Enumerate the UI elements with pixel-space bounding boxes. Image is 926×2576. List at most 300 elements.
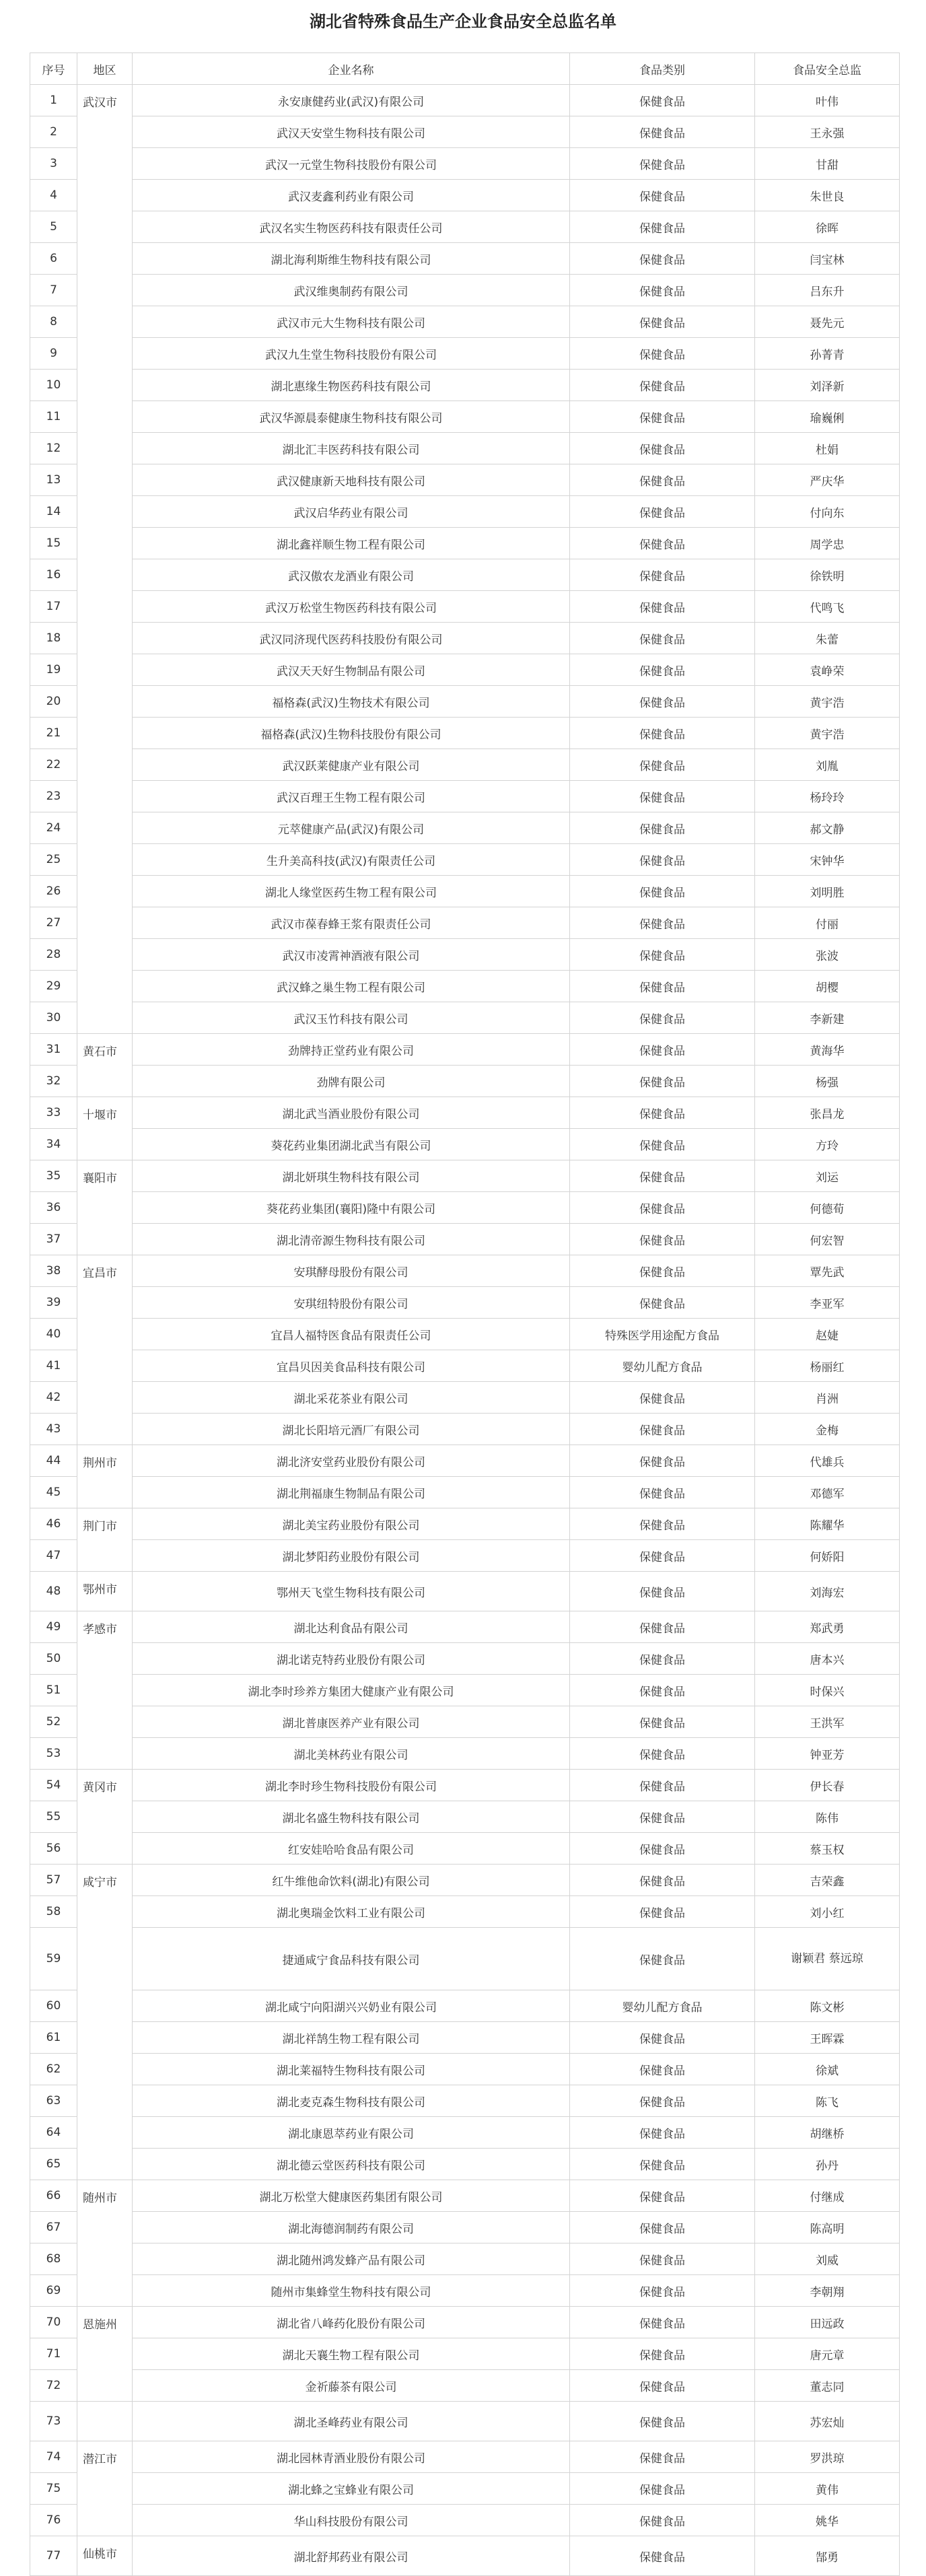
cell-seq: 63 — [30, 2085, 77, 2117]
cell-category: 保健食品 — [570, 85, 755, 116]
cell-company-name: 武汉百理王生物工程有限公司 — [133, 781, 570, 812]
cell-company-name: 湖北圣峰药业有限公司 — [133, 2402, 570, 2441]
cell-category: 保健食品 — [570, 1643, 755, 1675]
cell-seq: 56 — [30, 1833, 77, 1865]
cell-seq: 13 — [30, 464, 77, 496]
cell-seq: 68 — [30, 2243, 77, 2275]
cell-director: 朱世良 — [755, 180, 900, 211]
page-title: 湖北省特殊食品生产企业食品安全总监名单 — [310, 12, 616, 31]
table-row — [30, 1002, 900, 1034]
cell-seq: 43 — [30, 1414, 77, 1445]
cell-region: 仙桃市 — [77, 2536, 133, 2576]
cell-company-name: 武汉健康新天地科技有限公司 — [133, 464, 570, 496]
cell-company-name: 武汉市葆春蜂王浆有限责任公司 — [133, 907, 570, 939]
table-row — [30, 2505, 900, 2536]
cell-seq: 67 — [30, 2212, 77, 2243]
cell-category: 保健食品 — [570, 1675, 755, 1706]
cell-director: 叶伟 — [755, 85, 900, 116]
cell-director: 付向东 — [755, 496, 900, 528]
table-row — [30, 2117, 900, 2149]
table-row — [30, 907, 900, 939]
cell-director: 付丽 — [755, 907, 900, 939]
cell-category: 保健食品 — [570, 1287, 755, 1319]
cell-seq: 71 — [30, 2338, 77, 2370]
cell-category: 保健食品 — [570, 2085, 755, 2117]
cell-seq: 42 — [30, 1382, 77, 1414]
cell-seq: 23 — [30, 781, 77, 812]
cell-category: 保健食品 — [570, 496, 755, 528]
cell-category: 保健食品 — [570, 116, 755, 148]
cell-seq: 50 — [30, 1643, 77, 1675]
director-table — [30, 53, 900, 2576]
table-row — [30, 1865, 900, 1896]
cell-seq: 40 — [30, 1319, 77, 1350]
cell-seq: 46 — [30, 1508, 77, 1540]
cell-director: 聂先元 — [755, 306, 900, 338]
cell-company-name: 湖北海利斯维生物科技有限公司 — [133, 243, 570, 275]
cell-seq: 49 — [30, 1611, 77, 1643]
cell-seq: 60 — [30, 1990, 77, 2022]
cell-company-name: 元萃健康产品(武汉)有限公司 — [133, 812, 570, 844]
cell-director: 代鸣飞 — [755, 591, 900, 623]
cell-seq: 36 — [30, 1192, 77, 1224]
cell-director: 徐斌 — [755, 2054, 900, 2085]
cell-company-name: 湖北美宝药业股份有限公司 — [133, 1508, 570, 1540]
cell-seq: 29 — [30, 971, 77, 1002]
cell-director: 方玲 — [755, 1129, 900, 1160]
cell-region: 黄石市 — [77, 1034, 133, 1097]
cell-director: 代雄兵 — [755, 1445, 900, 1477]
cell-category: 保健食品 — [570, 876, 755, 907]
table-row — [30, 1928, 900, 1990]
cell-category: 保健食品 — [570, 2243, 755, 2275]
cell-category: 保健食品 — [570, 2212, 755, 2243]
cell-director: 张昌龙 — [755, 1097, 900, 1129]
cell-director: 覃先武 — [755, 1255, 900, 1287]
cell-category: 保健食品 — [570, 654, 755, 686]
cell-seq: 5 — [30, 211, 77, 243]
cell-company-name: 武汉名实生物医药科技有限责任公司 — [133, 211, 570, 243]
cell-director: 唐元章 — [755, 2338, 900, 2370]
cell-region: 咸宁市 — [77, 1865, 133, 2180]
cell-director: 唐本兴 — [755, 1643, 900, 1675]
table-row — [30, 370, 900, 401]
cell-seq: 77 — [30, 2536, 77, 2576]
cell-seq: 74 — [30, 2441, 77, 2473]
cell-region: 随州市 — [77, 2180, 133, 2307]
cell-company-name: 湖北舒邦药业有限公司 — [133, 2536, 570, 2576]
cell-company-name: 湖北园林青酒业股份有限公司 — [133, 2441, 570, 2473]
table-row — [30, 812, 900, 844]
cell-category: 保健食品 — [570, 1508, 755, 1540]
table-row — [30, 180, 900, 211]
table-row — [30, 338, 900, 370]
table-row — [30, 496, 900, 528]
cell-company-name: 武汉九生堂生物科技股份有限公司 — [133, 338, 570, 370]
cell-category: 保健食品 — [570, 1192, 755, 1224]
table-row — [30, 2402, 900, 2441]
cell-seq: 55 — [30, 1801, 77, 1833]
cell-director: 闫宝林 — [755, 243, 900, 275]
cell-category: 保健食品 — [570, 433, 755, 464]
cell-company-name: 安琪酵母股份有限公司 — [133, 1255, 570, 1287]
table-row — [30, 85, 900, 116]
cell-seq: 2 — [30, 116, 77, 148]
cell-seq: 32 — [30, 1066, 77, 1097]
cell-seq: 44 — [30, 1445, 77, 1477]
cell-seq: 19 — [30, 654, 77, 686]
table-row — [30, 1192, 900, 1224]
cell-director: 陈伟 — [755, 1801, 900, 1833]
table-row — [30, 749, 900, 781]
cell-company-name: 宜昌贝因美食品科技有限公司 — [133, 1350, 570, 1382]
cell-seq: 72 — [30, 2370, 77, 2402]
cell-company-name: 劲牌有限公司 — [133, 1066, 570, 1097]
cell-category: 保健食品 — [570, 907, 755, 939]
cell-company-name: 安琪纽特股份有限公司 — [133, 1287, 570, 1319]
cell-company-name: 湖北万松堂大健康医药集团有限公司 — [133, 2180, 570, 2212]
cell-category: 保健食品 — [570, 148, 755, 180]
cell-seq: 73 — [30, 2402, 77, 2441]
header-category: 食品类别 — [570, 53, 755, 85]
cell-seq: 53 — [30, 1738, 77, 1770]
table-row — [30, 1160, 900, 1192]
cell-director: 黄宇浩 — [755, 718, 900, 749]
cell-seq: 33 — [30, 1097, 77, 1129]
cell-director: 刘运 — [755, 1160, 900, 1192]
cell-category: 保健食品 — [570, 1706, 755, 1738]
cell-company-name: 红安娃哈哈食品有限公司 — [133, 1833, 570, 1865]
cell-category: 保健食品 — [570, 1896, 755, 1928]
cell-region: 黄冈市 — [77, 1770, 133, 1865]
cell-director: 朱蕾 — [755, 623, 900, 654]
cell-director: 刘小红 — [755, 1896, 900, 1928]
cell-category: 保健食品 — [570, 211, 755, 243]
cell-seq: 24 — [30, 812, 77, 844]
cell-seq: 70 — [30, 2307, 77, 2338]
cell-category: 保健食品 — [570, 718, 755, 749]
cell-company-name: 宜昌人福特医食品有限责任公司 — [133, 1319, 570, 1350]
cell-category: 保健食品 — [570, 812, 755, 844]
table-row — [30, 401, 900, 433]
cell-director: 周学忠 — [755, 528, 900, 559]
cell-category: 保健食品 — [570, 591, 755, 623]
cell-director: 刘明胜 — [755, 876, 900, 907]
cell-director: 郑武勇 — [755, 1611, 900, 1643]
cell-category: 保健食品 — [570, 2473, 755, 2505]
cell-seq: 16 — [30, 559, 77, 591]
table-row — [30, 1801, 900, 1833]
cell-company-name: 捷通咸宁食品科技有限公司 — [133, 1928, 570, 1990]
cell-company-name: 湖北清帝源生物科技有限公司 — [133, 1224, 570, 1255]
cell-region: 宜昌市 — [77, 1255, 133, 1445]
cell-category: 保健食品 — [570, 1477, 755, 1508]
cell-seq: 75 — [30, 2473, 77, 2505]
cell-region — [77, 2402, 133, 2441]
cell-director: 吉荣鑫 — [755, 1865, 900, 1896]
cell-category: 保健食品 — [570, 1445, 755, 1477]
table-row — [30, 686, 900, 718]
cell-director: 吕东升 — [755, 275, 900, 306]
cell-category: 保健食品 — [570, 528, 755, 559]
cell-company-name: 武汉天天好生物制品有限公司 — [133, 654, 570, 686]
cell-company-name: 湖北李时珍养方集团大健康产业有限公司 — [133, 1675, 570, 1706]
cell-category: 保健食品 — [570, 2307, 755, 2338]
cell-category: 保健食品 — [570, 1928, 755, 1990]
cell-company-name: 湖北梦阳药业股份有限公司 — [133, 1540, 570, 1572]
cell-company-name: 湖北奥瑞金饮料工业有限公司 — [133, 1896, 570, 1928]
cell-category: 保健食品 — [570, 2338, 755, 2370]
cell-category: 保健食品 — [570, 2117, 755, 2149]
cell-company-name: 随州市集蜂堂生物科技有限公司 — [133, 2275, 570, 2307]
header-seq: 序号 — [30, 53, 77, 85]
cell-category: 保健食品 — [570, 2370, 755, 2402]
cell-director: 伊长春 — [755, 1770, 900, 1801]
cell-company-name: 武汉同济现代医药科技股份有限公司 — [133, 623, 570, 654]
cell-region: 恩施州 — [77, 2307, 133, 2402]
cell-director: 甘甜 — [755, 148, 900, 180]
cell-seq: 22 — [30, 749, 77, 781]
cell-seq: 45 — [30, 1477, 77, 1508]
table-row — [30, 2149, 900, 2180]
cell-seq: 38 — [30, 1255, 77, 1287]
cell-seq: 52 — [30, 1706, 77, 1738]
cell-company-name: 武汉维奥制药有限公司 — [133, 275, 570, 306]
table-row — [30, 2212, 900, 2243]
table-row — [30, 1066, 900, 1097]
cell-seq: 28 — [30, 939, 77, 971]
cell-category: 保健食品 — [570, 1224, 755, 1255]
cell-company-name: 湖北莱福特生物科技有限公司 — [133, 2054, 570, 2085]
cell-director: 杨强 — [755, 1066, 900, 1097]
table-row — [30, 1414, 900, 1445]
cell-category: 保健食品 — [570, 2054, 755, 2085]
table-row — [30, 1445, 900, 1477]
cell-category: 婴幼儿配方食品 — [570, 1990, 755, 2022]
table-row — [30, 718, 900, 749]
table-row — [30, 275, 900, 306]
cell-director: 孙菁青 — [755, 338, 900, 370]
cell-seq: 37 — [30, 1224, 77, 1255]
cell-company-name: 武汉傲农龙酒业有限公司 — [133, 559, 570, 591]
table-row — [30, 2536, 900, 2576]
cell-company-name: 湖北随州鸿发蜂产品有限公司 — [133, 2243, 570, 2275]
cell-company-name: 武汉华源晨泰健康生物科技有限公司 — [133, 401, 570, 433]
cell-seq: 20 — [30, 686, 77, 718]
cell-company-name: 湖北妍琪生物科技有限公司 — [133, 1160, 570, 1192]
cell-seq: 54 — [30, 1770, 77, 1801]
table-row — [30, 1255, 900, 1287]
header-name: 企业名称 — [133, 53, 570, 85]
cell-category: 保健食品 — [570, 749, 755, 781]
cell-category: 保健食品 — [570, 1160, 755, 1192]
cell-category: 保健食品 — [570, 844, 755, 876]
cell-category: 保健食品 — [570, 1770, 755, 1801]
table-row — [30, 306, 900, 338]
cell-director: 黄伟 — [755, 2473, 900, 2505]
cell-company-name: 湖北荆福康生物制品有限公司 — [133, 1477, 570, 1508]
cell-company-name: 湖北咸宁向阳湖兴兴奶业有限公司 — [133, 1990, 570, 2022]
cell-company-name: 葵花药业集团(襄阳)隆中有限公司 — [133, 1192, 570, 1224]
cell-director: 黄宇浩 — [755, 686, 900, 718]
table-row — [30, 591, 900, 623]
table-row — [30, 1572, 900, 1611]
cell-director: 宋钟华 — [755, 844, 900, 876]
table-body — [30, 85, 900, 2576]
table-row — [30, 1611, 900, 1643]
table-row — [30, 1224, 900, 1255]
cell-company-name: 湖北人缘堂医药生物工程有限公司 — [133, 876, 570, 907]
cell-category: 保健食品 — [570, 1540, 755, 1572]
cell-director: 张波 — [755, 939, 900, 971]
cell-director: 郜勇 — [755, 2536, 900, 2576]
cell-category: 保健食品 — [570, 971, 755, 1002]
cell-company-name: 湖北祥鹄生物工程有限公司 — [133, 2022, 570, 2054]
cell-seq: 66 — [30, 2180, 77, 2212]
cell-category: 保健食品 — [570, 401, 755, 433]
cell-company-name: 武汉玉竹科技有限公司 — [133, 1002, 570, 1034]
table-row — [30, 2275, 900, 2307]
cell-director: 杨玲玲 — [755, 781, 900, 812]
cell-seq: 26 — [30, 876, 77, 907]
cell-seq: 17 — [30, 591, 77, 623]
cell-category: 保健食品 — [570, 1738, 755, 1770]
cell-region: 潜江市 — [77, 2441, 133, 2536]
cell-category: 保健食品 — [570, 1414, 755, 1445]
table-header — [30, 53, 900, 85]
cell-director: 陈耀华 — [755, 1508, 900, 1540]
cell-category: 保健食品 — [570, 623, 755, 654]
cell-seq: 10 — [30, 370, 77, 401]
cell-director: 何宏智 — [755, 1224, 900, 1255]
cell-seq: 76 — [30, 2505, 77, 2536]
cell-seq: 57 — [30, 1865, 77, 1896]
cell-director: 谢颖君 蔡远琼 — [755, 1928, 900, 1990]
cell-seq: 12 — [30, 433, 77, 464]
cell-category: 特殊医学用途配方食品 — [570, 1319, 755, 1350]
table-row — [30, 1540, 900, 1572]
cell-director: 刘胤 — [755, 749, 900, 781]
cell-director: 袁峥荣 — [755, 654, 900, 686]
cell-category: 保健食品 — [570, 243, 755, 275]
header-director: 食品安全总监 — [755, 53, 900, 85]
cell-director: 时保兴 — [755, 1675, 900, 1706]
table-row — [30, 623, 900, 654]
cell-category: 保健食品 — [570, 2180, 755, 2212]
cell-category: 保健食品 — [570, 2441, 755, 2473]
cell-seq: 1 — [30, 85, 77, 116]
cell-director: 姚华 — [755, 2505, 900, 2536]
cell-company-name: 武汉麦鑫利药业有限公司 — [133, 180, 570, 211]
cell-seq: 48 — [30, 1572, 77, 1611]
cell-category: 保健食品 — [570, 2022, 755, 2054]
cell-company-name: 湖北德云堂医药科技有限公司 — [133, 2149, 570, 2180]
cell-director: 王洪军 — [755, 1706, 900, 1738]
table-row — [30, 148, 900, 180]
cell-category: 保健食品 — [570, 338, 755, 370]
header-row — [30, 53, 900, 85]
cell-director: 何德荀 — [755, 1192, 900, 1224]
cell-seq: 65 — [30, 2149, 77, 2180]
cell-seq: 27 — [30, 907, 77, 939]
table-row — [30, 781, 900, 812]
cell-seq: 21 — [30, 718, 77, 749]
table-row — [30, 1287, 900, 1319]
cell-company-name: 湖北美林药业有限公司 — [133, 1738, 570, 1770]
cell-company-name: 湖北汇丰医药科技有限公司 — [133, 433, 570, 464]
cell-director: 黄海华 — [755, 1034, 900, 1066]
table-row — [30, 1990, 900, 2022]
cell-seq: 64 — [30, 2117, 77, 2149]
cell-seq: 6 — [30, 243, 77, 275]
header-region: 地区 — [77, 53, 133, 85]
table-row — [30, 116, 900, 148]
cell-category: 保健食品 — [570, 559, 755, 591]
cell-company-name: 葵花药业集团湖北武当有限公司 — [133, 1129, 570, 1160]
cell-category: 保健食品 — [570, 781, 755, 812]
cell-director: 王晖霖 — [755, 2022, 900, 2054]
cell-category: 保健食品 — [570, 1572, 755, 1611]
table-row — [30, 2441, 900, 2473]
cell-seq: 7 — [30, 275, 77, 306]
cell-company-name: 武汉市元大生物科技有限公司 — [133, 306, 570, 338]
cell-director: 陈高明 — [755, 2212, 900, 2243]
cell-company-name: 红牛维他命饮料(湖北)有限公司 — [133, 1865, 570, 1896]
cell-category: 保健食品 — [570, 1611, 755, 1643]
cell-director: 刘威 — [755, 2243, 900, 2275]
cell-seq: 3 — [30, 148, 77, 180]
cell-company-name: 劲牌持正堂药业有限公司 — [133, 1034, 570, 1066]
table-row — [30, 2022, 900, 2054]
cell-region: 荆门市 — [77, 1508, 133, 1572]
cell-director: 钟亚芳 — [755, 1738, 900, 1770]
table-row — [30, 464, 900, 496]
cell-director: 徐铁明 — [755, 559, 900, 591]
table-row — [30, 1319, 900, 1350]
cell-category: 保健食品 — [570, 180, 755, 211]
cell-seq: 41 — [30, 1350, 77, 1382]
cell-category: 保健食品 — [570, 2402, 755, 2441]
table-row — [30, 1770, 900, 1801]
table-row — [30, 528, 900, 559]
cell-company-name: 湖北天襄生物工程有限公司 — [133, 2338, 570, 2370]
table-row — [30, 211, 900, 243]
table-row — [30, 1097, 900, 1129]
table-row — [30, 2307, 900, 2338]
table-row — [30, 2180, 900, 2212]
cell-region: 荆州市 — [77, 1445, 133, 1508]
cell-director: 邓德军 — [755, 1477, 900, 1508]
table-row — [30, 2338, 900, 2370]
table-row — [30, 1675, 900, 1706]
cell-company-name: 生升美高科技(武汉)有限责任公司 — [133, 844, 570, 876]
cell-seq: 8 — [30, 306, 77, 338]
cell-director: 何娇阳 — [755, 1540, 900, 1572]
cell-director: 李朝翔 — [755, 2275, 900, 2307]
cell-region: 鄂州市 — [77, 1572, 133, 1611]
cell-seq: 25 — [30, 844, 77, 876]
cell-region: 武汉市 — [77, 85, 133, 1034]
cell-category: 保健食品 — [570, 1865, 755, 1896]
table-row — [30, 2370, 900, 2402]
cell-category: 保健食品 — [570, 370, 755, 401]
cell-director: 付继成 — [755, 2180, 900, 2212]
cell-seq: 30 — [30, 1002, 77, 1034]
cell-company-name: 湖北麦克森生物科技有限公司 — [133, 2085, 570, 2117]
cell-category: 婴幼儿配方食品 — [570, 1350, 755, 1382]
cell-seq: 58 — [30, 1896, 77, 1928]
table-row — [30, 2243, 900, 2275]
